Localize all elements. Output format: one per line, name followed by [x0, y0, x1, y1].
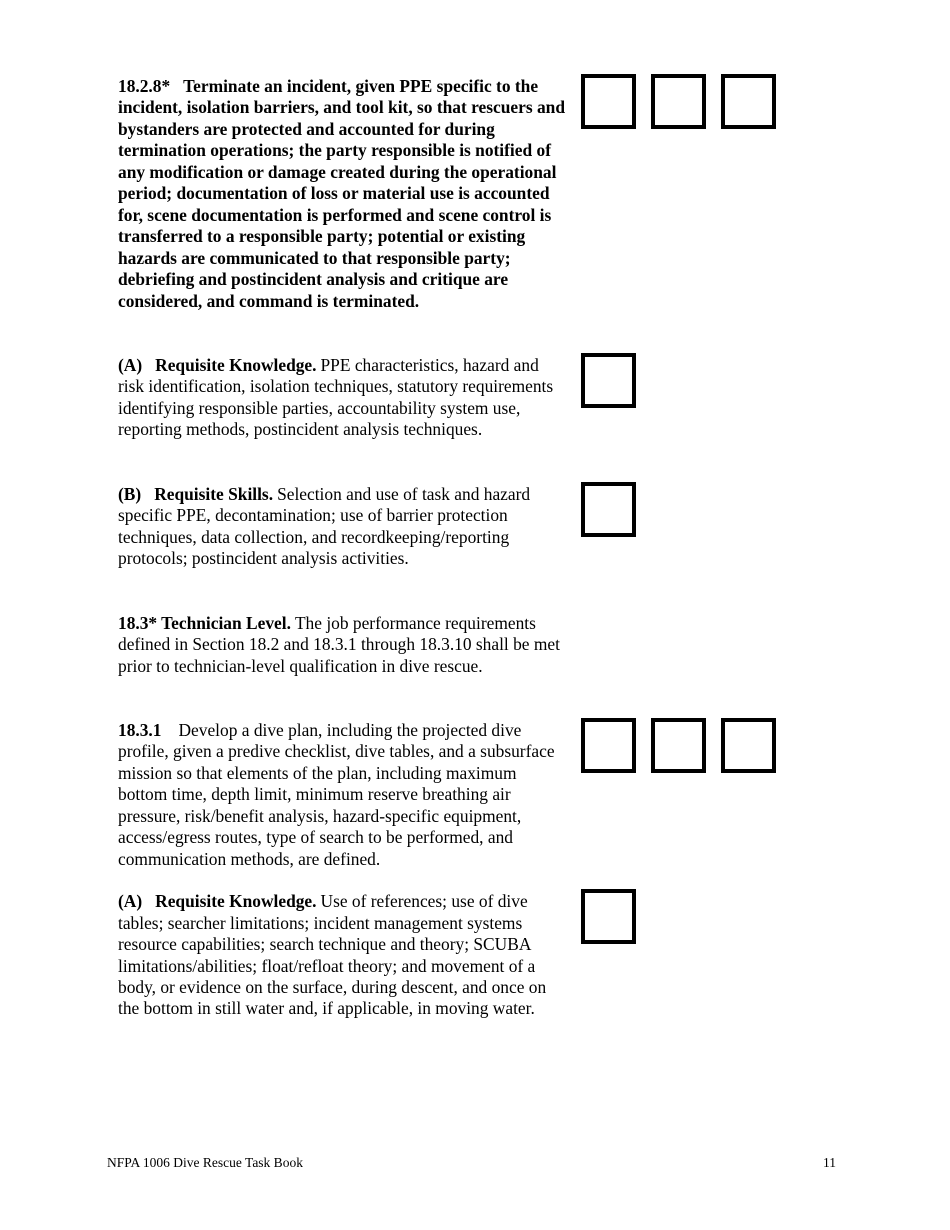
checkbox-group	[581, 889, 636, 944]
section-lead: Terminate an incident, given PPE specific to the incident, isolation barriers, and tool kit, so that rescuers and bystanders are protected and accounted for during termination operations; the party responsible is notified of any modification or damage created during the operational period; documentation of loss or material use is accounted for, scene documentation is performed and scene control is transferred to a responsible party; potential or existing hazards are communicated to that responsible party; debriefing and postincident analysis and critique are considered, and command is terminated.	[118, 76, 566, 311]
section-number: 18.2.8*	[118, 76, 171, 96]
checkbox[interactable]	[581, 74, 636, 129]
section-number: (A)	[118, 891, 143, 912]
requisite-heading: Requisite Knowledge.	[155, 891, 317, 912]
requisite-heading: Requisite Skills.	[154, 484, 274, 504]
checkbox[interactable]	[651, 718, 706, 773]
paragraph-requisite-skills	[118, 484, 568, 570]
section-heading: Technician Level.	[161, 613, 291, 633]
footer-book-title: NFPA 1006 Dive Rescue Task Book	[107, 1155, 303, 1170]
checkbox[interactable]	[581, 889, 636, 944]
checkbox[interactable]	[581, 353, 636, 408]
section-number: 18.3.1	[118, 720, 162, 740]
page-content	[118, 76, 568, 1041]
checkbox-group	[581, 718, 776, 773]
section-number: (B)	[118, 484, 142, 504]
checkbox[interactable]	[721, 718, 776, 773]
section-number: (A)	[118, 355, 143, 375]
section-text: Selection and use of task and hazard specific PPE, decontamination; use of barrier protection techniques, data collection, and recordkeeping/reporting protocols; postincident analysis activities.	[118, 484, 531, 569]
checkbox-group	[581, 74, 776, 129]
paragraph-18-3-1	[118, 720, 568, 870]
section-18-2-8	[118, 76, 568, 333]
footer-page-number: 11	[823, 1155, 836, 1170]
section-text: Develop a dive plan, including the projected dive profile, given a predive checklist, dive tables, and a subsurface mission so that elements of the plan, including maximum bottom time, depth limit, minimum reserve breathing air pressure, risk/benefit analysis, hazard-specific equipment, access/egress routes, type of search to be performed, and communication methods, are defined.	[118, 720, 555, 869]
section-text: The job performance requirements defined in Section 18.2 and 18.3.1 through 18.3.10 shall be met prior to technician-level qualification in dive rescue.	[118, 613, 560, 676]
section-18-3-1	[118, 720, 568, 870]
checkbox-group	[581, 482, 636, 537]
section-18-2-8-A	[118, 355, 568, 462]
paragraph-requisite-knowledge	[118, 355, 568, 441]
paragraph-18-2-8	[118, 76, 568, 312]
checkbox[interactable]	[721, 74, 776, 129]
checkbox[interactable]	[581, 482, 636, 537]
requisite-heading: Requisite Knowledge.	[155, 355, 317, 375]
checkbox-group	[581, 353, 636, 408]
section-text: Use of references; use of dive tables; searcher limitations; incident management systems resource capabilities; search technique and theory; SCUBA limitations/abilities; float/refloat theory; and movement of a body, or evidence on the surface, during descent, and once on the bottom in still water and, if applicable, in moving water.	[118, 891, 547, 1019]
page-footer	[107, 1155, 836, 1171]
section-18-3-1-A	[118, 891, 568, 1041]
paragraph-requisite-knowledge	[118, 891, 568, 1020]
section-18-3	[118, 613, 568, 699]
section-text: PPE characteristics, hazard and risk identification, isolation techniques, statutory requirements identifying responsible parties, accountability system use, reporting methods, postincident analysis techniques.	[118, 355, 554, 440]
checkbox[interactable]	[651, 74, 706, 129]
section-number: 18.3*	[118, 613, 158, 633]
section-18-2-8-B	[118, 484, 568, 591]
paragraph-technician-level	[118, 613, 568, 677]
checkbox[interactable]	[581, 718, 636, 773]
